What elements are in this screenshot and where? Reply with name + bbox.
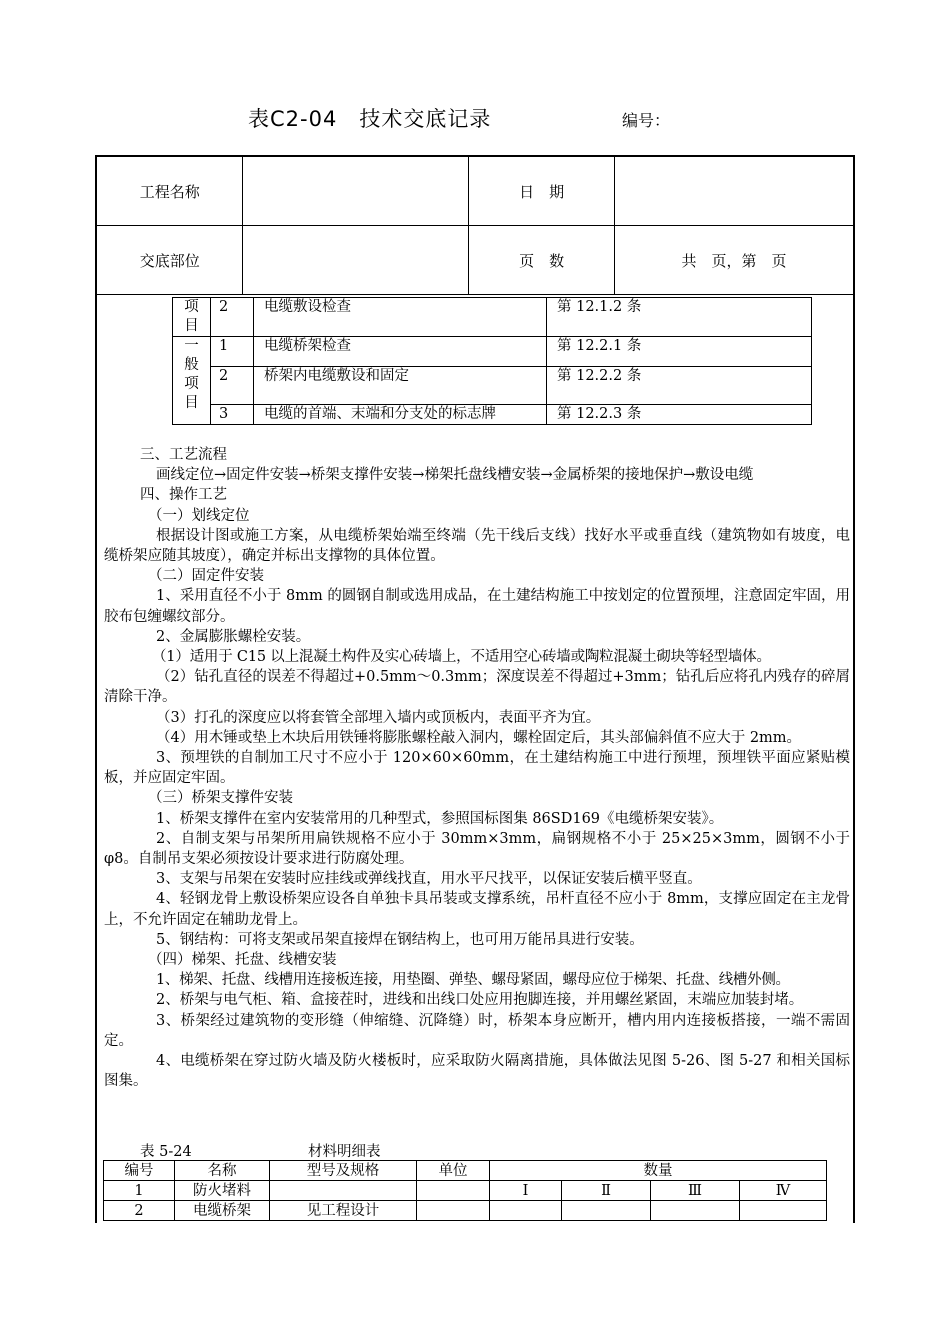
paragraph: 3、预埋铁的自制加工尺寸不应小于 120×60×60mm，在土建结构施工中进行预埋，预埋铁平面应紧贴模板，并应固定牢固。: [104, 750, 850, 787]
paragraph: （4）用木锤或垫上木块后用铁锤将膨胀螺栓敲入洞内，螺栓固定后，其头部偏斜值不应大于 2mm。: [156, 729, 802, 746]
project-name-field[interactable]: [243, 157, 469, 226]
col-header-unit: 单位: [417, 1161, 490, 1181]
item-number: 2: [211, 367, 254, 405]
paragraph: 1、采用直径不小于 8mm 的圆钢自制或选用成品，在土建结构施工中按划定的位置预埋，注意固定牢固，用胶布包缠螺纹部分。: [104, 588, 850, 625]
paragraph: 3、支架与吊架在安装时应挂线或弹线找直，用水平尺找平，以保证安装后横平竖直。: [156, 871, 702, 888]
paragraph: 2、桥架与电气柜、箱、盒接茬时，进线和出线口处应用抱脚连接，并用螺丝紧固，末端应加装封堵。: [156, 992, 804, 1009]
col-header-name: 名称: [175, 1161, 270, 1181]
qty-col-1: Ⅰ: [490, 1181, 562, 1201]
paragraph: 4、轻钢龙骨上敷设桥架应设各自单独卡具吊装或支撑系统，吊杆直径不应小于 8mm，支撑应固定在主龙骨上，不允许固定在辅助龙骨上。: [104, 891, 850, 928]
part-field[interactable]: [243, 226, 469, 295]
category-cell-general: 一般项目: [173, 337, 211, 425]
paragraph: 根据设计图或施工方案，从电缆桥架始端至终端（先干线后支线）找好水平或垂直线（建筑物如有坡度，电缆桥架应随其坡度），确定并标出支撑物的具体位置。: [104, 527, 850, 565]
item-reference: 第 12.2.2 条: [547, 367, 812, 405]
section-heading: 三、工艺流程: [140, 447, 227, 463]
paragraph: 1、桥架支撑件在室内安装常用的几种型式，参照国标图集 86SD169《电缆桥架安装》。: [156, 810, 724, 827]
materials-caption: [140, 1140, 381, 1161]
item-number: 3: [211, 405, 254, 425]
qty-col-3: Ⅲ: [651, 1181, 740, 1201]
paragraph: 5、钢结构：可将支架或吊架直接焊在钢结构上，也可用万能吊具进行安装。: [156, 931, 644, 948]
item-name: 电缆敷设检查: [254, 298, 547, 337]
category-cell-main: 项目: [173, 298, 211, 337]
procedure-text: [104, 445, 850, 1092]
subsection-heading: （一）划线定位: [148, 507, 250, 524]
header-table: [97, 157, 853, 295]
cell-no: 2: [104, 1201, 175, 1221]
cell-unit: [417, 1181, 490, 1201]
date-field[interactable]: [614, 157, 853, 226]
item-name: 桥架内电缆敷设和固定: [254, 367, 547, 405]
qty-cell: [651, 1201, 740, 1221]
table-number: 表 5-24: [140, 1144, 192, 1160]
qty-cell: [740, 1201, 827, 1221]
col-header-spec: 型号及规格: [270, 1161, 417, 1181]
item-number: 1: [211, 337, 254, 367]
paragraph: （3）打孔的深度应以将套管全部埋入墙内或顶板内，表面平齐为宜。: [156, 709, 601, 726]
col-header-no: 编号: [104, 1161, 175, 1181]
qty-cell: [490, 1201, 562, 1221]
paragraph: 1、梯架、托盘、线槽用连接板连接，用垫圈、弹垫、螺母紧固，螺母应位于梯架、托盘、线槽外侧。: [156, 972, 790, 989]
part-label: 交底部位: [97, 226, 243, 295]
materials-table: [103, 1160, 827, 1221]
item-reference: 第 12.2.1 条: [547, 337, 812, 367]
item-reference: 第 12.1.2 条: [547, 298, 812, 337]
subsection-heading: （四）梯架、托盘、线槽安装: [148, 952, 337, 969]
document-title: 表C2-04 技术交底记录: [248, 107, 492, 131]
subsection-heading: （三）桥架支撑件安装: [148, 790, 293, 807]
item-name: 电缆的首端、末端和分支处的标志牌: [254, 405, 547, 425]
paragraph: 4、电缆桥架在穿过防火墙及防火楼板时，应采取防火隔离措施，具体做法见图 5-26、图 5-27 和相关国标图集。: [104, 1053, 850, 1090]
paragraph: 2、自制支架与吊架所用扁铁规格不应小于 30mm×3mm，扁钢规格不小于 25×25×3mm，圆钢不小于 φ8。自制吊支架必须按设计要求进行防腐处理。: [104, 830, 850, 868]
col-header-qty: 数量: [490, 1161, 827, 1181]
section-heading: 四、操作工艺: [140, 487, 227, 504]
cell-name: 防火堵料: [175, 1181, 270, 1201]
paragraph: （2）钻孔直径的误差不得超过+0.5mm～0.3mm；深度误差不得超过+3mm；钻孔后应将孔内残存的碎屑清除干净。: [104, 669, 850, 706]
cell-no: 1: [104, 1181, 175, 1201]
serial-number-label: 编号：: [622, 111, 671, 130]
inspection-standards-table: [172, 297, 812, 425]
paragraph: 画线定位→固定件安装→桥架支撑件安装→梯架托盘线槽安装→金属桥架的接地保护→敷设电缆: [156, 467, 754, 484]
item-reference: 第 12.2.3 条: [547, 405, 812, 425]
date-label: 日 期: [469, 157, 614, 226]
cell-spec: [270, 1181, 417, 1201]
item-name: 电缆桥架检查: [254, 337, 547, 367]
cell-unit: [417, 1201, 490, 1221]
pages-field[interactable]: 共 页，第 页: [614, 226, 853, 295]
paragraph: （1）适用于 C15 以上混凝土构件及实心砖墙上，不适用空心砖墙或陶粒混凝土砌块等轻型墙体。: [152, 649, 771, 666]
item-number: 2: [211, 298, 254, 337]
qty-col-2: Ⅱ: [562, 1181, 651, 1201]
cell-spec: 见工程设计: [270, 1201, 417, 1221]
cell-name: 电缆桥架: [175, 1201, 270, 1221]
paragraph: 3、桥架经过建筑物的变形缝（伸缩缝、沉降缝）时，桥架本身应断开，槽内用内连接板搭接，一端不需固定。: [104, 1012, 850, 1049]
pages-label: 页 数: [469, 226, 614, 295]
project-name-label: 工程名称: [97, 157, 243, 226]
qty-cell: [562, 1201, 651, 1221]
table-caption: 材料明细表: [308, 1144, 381, 1160]
subsection-heading: （二）固定件安装: [148, 568, 264, 585]
paragraph: 2、金属膨胀螺栓安装。: [156, 628, 311, 645]
qty-col-4: Ⅳ: [740, 1181, 827, 1201]
